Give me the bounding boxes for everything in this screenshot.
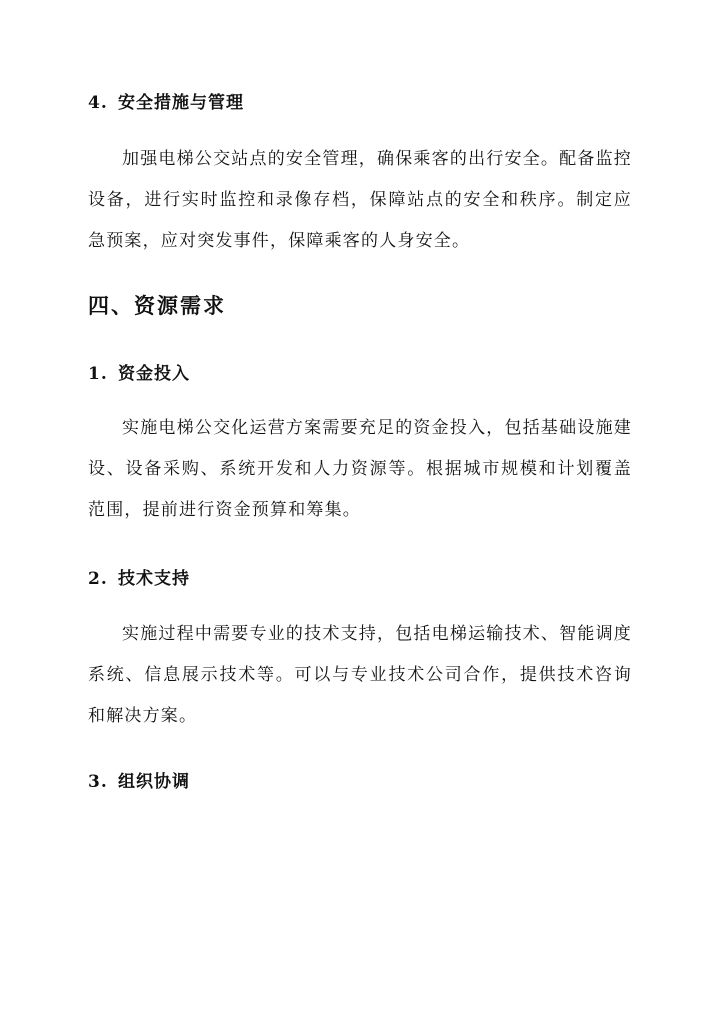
subheading-number: 2. <box>88 569 108 589</box>
subheading-number: 3. <box>88 772 108 792</box>
section-heading-resources: 四、资源需求 <box>88 293 226 318</box>
paragraph-safety: 加强电梯公交站点的安全管理，确保乘客的出行安全。配备监控设备，进行实时监控和录像存档，保障站点的安全和秩序。制定应急预案，应对突发事件，保障乘客的人身安全。 <box>88 149 632 251</box>
subheading-title: 组织协调 <box>118 772 190 792</box>
paragraph-funding: 实施电梯公交化运营方案需要充足的资金投入，包括基础设施建设、设备采购、系统开发和人力资源等。根据城市规模和计划覆盖范围，提前进行资金预算和筹集。 <box>88 418 632 520</box>
subheading-title: 安全措施与管理 <box>118 93 244 113</box>
subheading-title: 技术支持 <box>118 569 190 589</box>
subheading-funding <box>88 359 190 384</box>
subheading-number: 4. <box>88 93 108 113</box>
subheading-coordination <box>88 767 190 792</box>
subheading-safety <box>88 88 244 113</box>
subheading-number: 1. <box>88 364 108 384</box>
subheading-tech-support <box>88 564 190 589</box>
paragraph-tech-support: 实施过程中需要专业的技术支持，包括电梯运输技术、智能调度系统、信息展示技术等。可以与专业技术公司合作，提供技术咨询和解决方案。 <box>88 624 632 726</box>
subheading-title: 资金投入 <box>118 364 190 384</box>
